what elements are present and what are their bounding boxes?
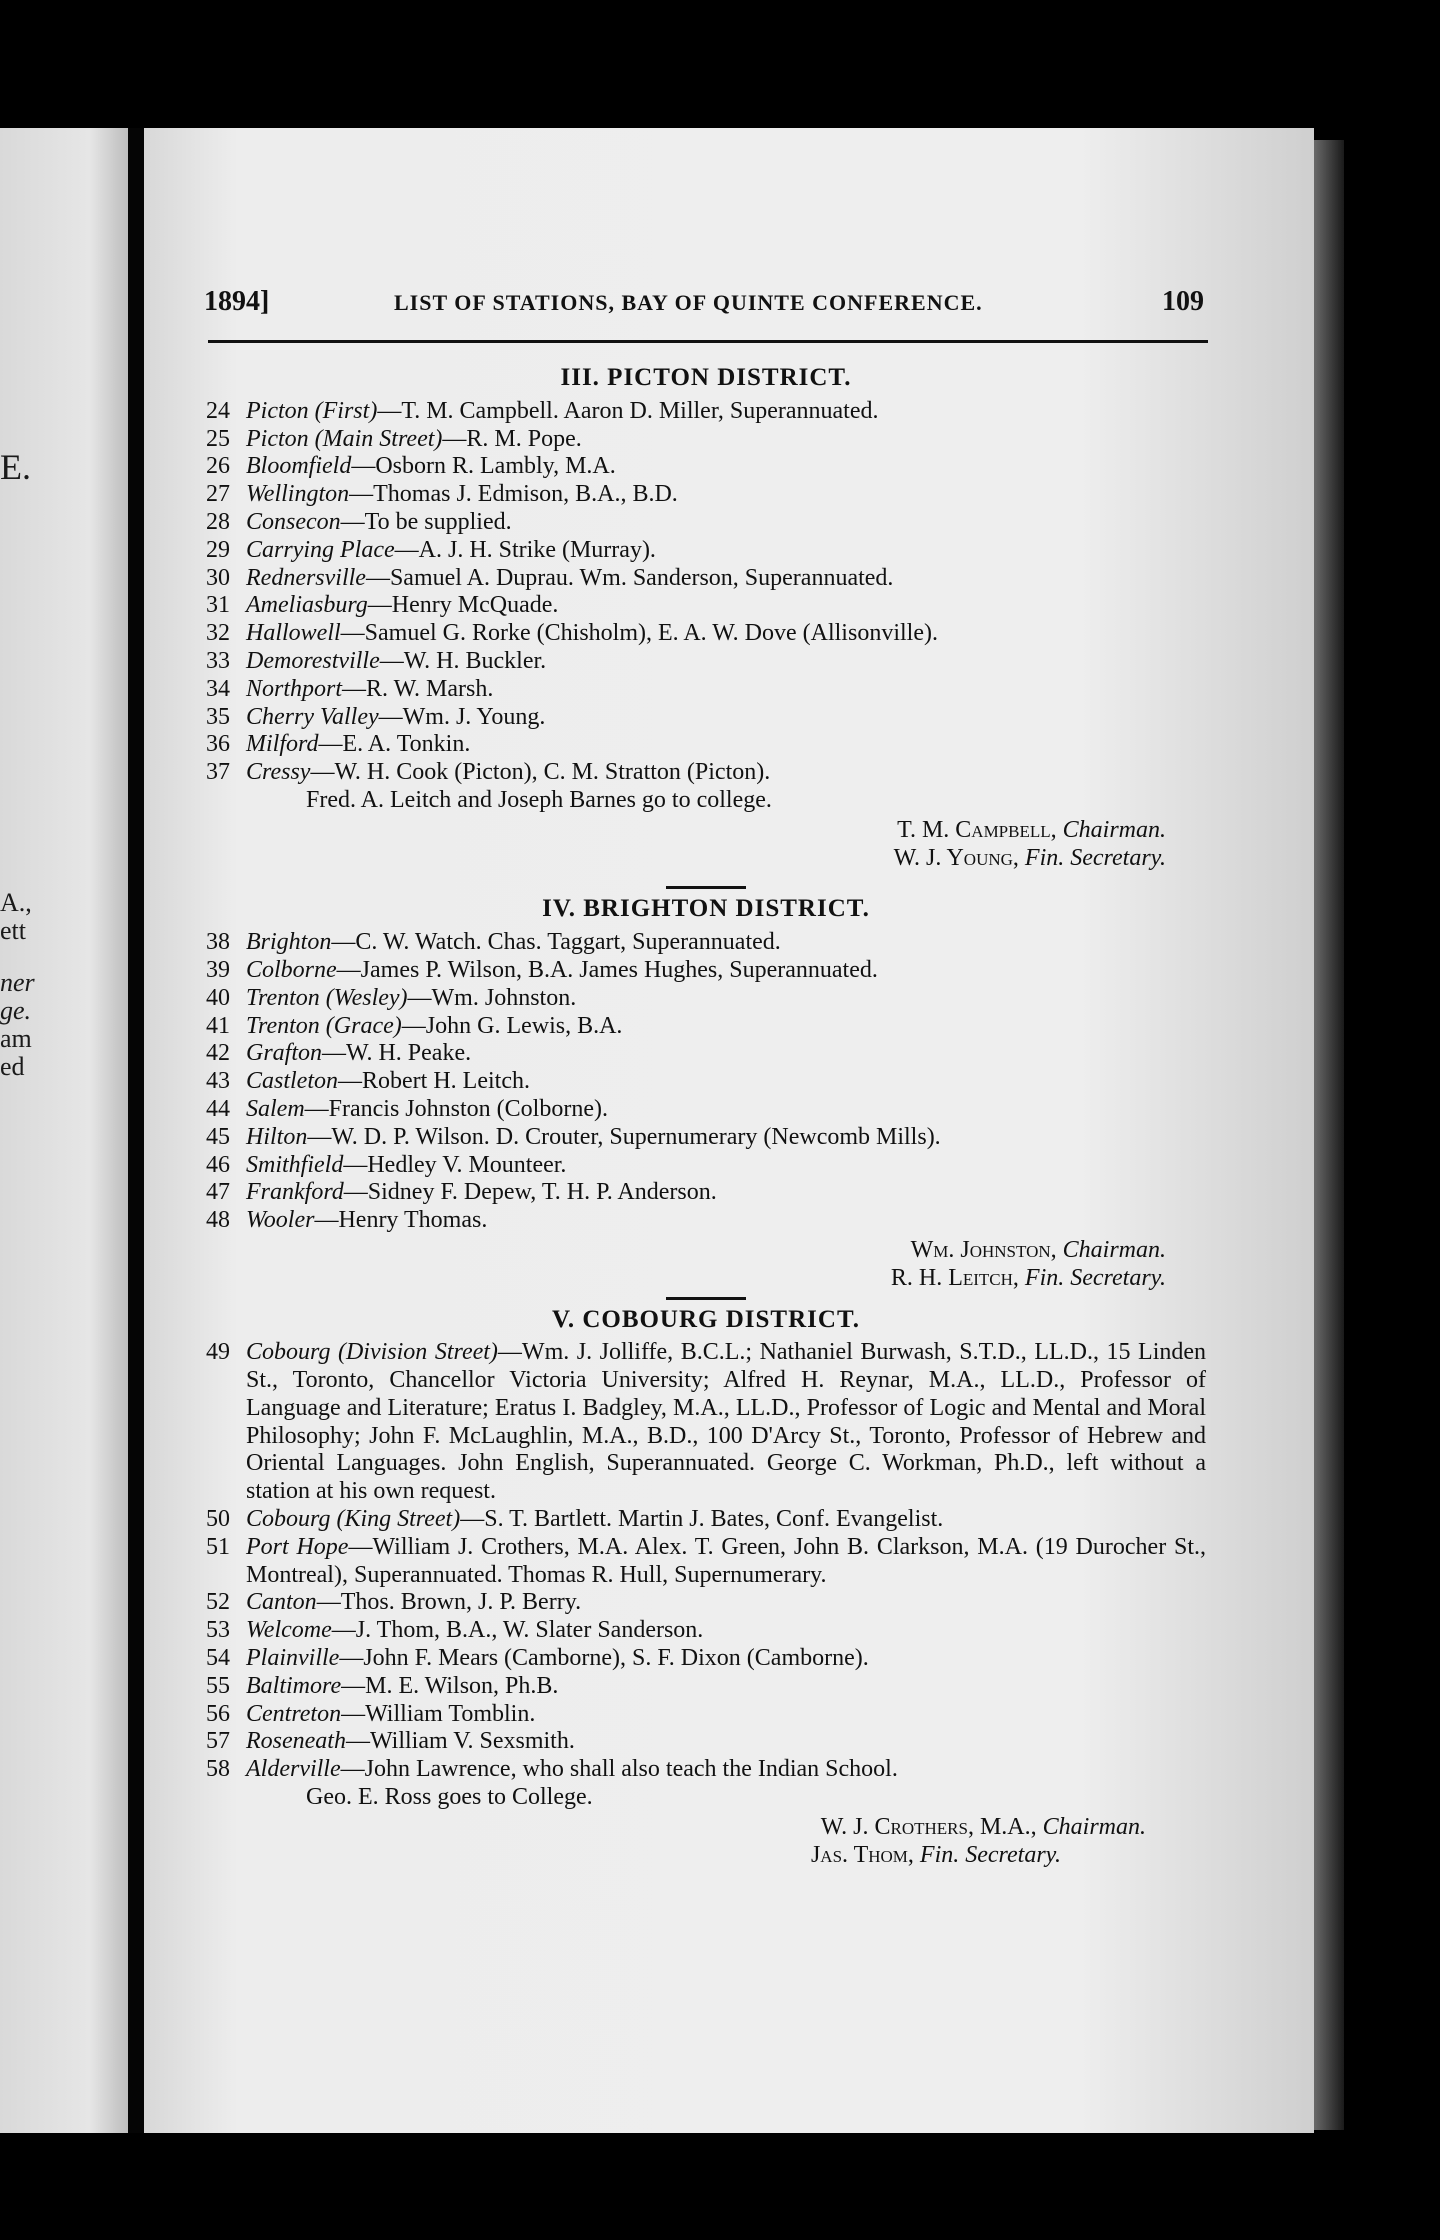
station-place: Plainville bbox=[246, 1645, 340, 1672]
station-ministers: —W. H. Peake. bbox=[322, 1040, 472, 1067]
station-ministers: —William V. Sexsmith. bbox=[345, 1728, 575, 1755]
entry-number: 58 bbox=[206, 1756, 230, 1783]
signatures bbox=[206, 1237, 1206, 1293]
signature-name: R. H. Leitch, bbox=[890, 1264, 1019, 1291]
station-entry bbox=[206, 1728, 1206, 1756]
station-place: Milford bbox=[246, 731, 319, 758]
signatures bbox=[206, 817, 1206, 873]
station-place: Welcome bbox=[246, 1617, 332, 1644]
signature-secretary bbox=[206, 845, 1206, 873]
section-divider bbox=[666, 1297, 746, 1300]
station-place: Colborne bbox=[246, 956, 337, 983]
station-entry bbox=[206, 929, 1206, 957]
station-entry bbox=[206, 565, 1206, 593]
entry-number: 57 bbox=[206, 1728, 230, 1755]
entry-number: 33 bbox=[206, 647, 230, 674]
station-ministers: —Wm. J. Jolliffe, B.C.L.; Nathaniel Burwash, S.T.D., LL.D., 15 Linden St., Toronto, Chancellor Victoria University; Alfred H. Reynar, M.A., LL.D., Professor of Language and Literature; Eratus I. Badgley, M.A., LL.D., Professor of Logic and Mental and Moral Philosophy; John F. McLaughlin, M.A., B.D., 100 D'Arcy St., Toronto, Professor of Hebrew and Oriental Languages. John English, Superannuated. George C. Workman, Ph.D., left without a station at his own request. bbox=[246, 1339, 1207, 1505]
station-entry bbox=[206, 731, 1206, 759]
station-place: Canton bbox=[246, 1589, 317, 1616]
entry-number: 35 bbox=[206, 703, 230, 730]
facing-page-fragment: A., bbox=[0, 888, 32, 917]
station-ministers: —John G. Lewis, B.A. bbox=[401, 1012, 623, 1039]
station-entry bbox=[206, 1645, 1206, 1673]
running-head bbox=[204, 286, 1204, 326]
station-place: Cobourg (King Street) bbox=[246, 1506, 461, 1533]
station-ministers: —W. H. Cook (Picton), C. M. Stratton (Picton). bbox=[310, 759, 771, 786]
station-ministers: —T. M. Campbell. Aaron D. Miller, Superannuated. bbox=[377, 397, 879, 424]
station-ministers: —William Tomblin. bbox=[341, 1700, 536, 1727]
station-place: Hilton bbox=[246, 1123, 308, 1150]
station-place: Frankford bbox=[246, 1179, 344, 1206]
signature-name: W. J. Crothers, M.A., bbox=[820, 1813, 1037, 1840]
station-ministers: —W. H. Buckler. bbox=[379, 647, 547, 674]
signatures bbox=[206, 1814, 1206, 1870]
facing-page-fragment: am bbox=[0, 1024, 32, 1053]
station-entry bbox=[206, 1207, 1206, 1235]
entry-number: 47 bbox=[206, 1179, 230, 1206]
entry-number: 45 bbox=[206, 1123, 230, 1150]
station-ministers: —Samuel G. Rorke (Chisholm), E. A. W. Dove (Allisonville). bbox=[340, 620, 938, 647]
station-ministers: —A. J. H. Strike (Murray). bbox=[394, 536, 656, 563]
signature-chairman bbox=[206, 817, 1206, 845]
entry-number: 43 bbox=[206, 1068, 230, 1095]
entry-number: 40 bbox=[206, 984, 230, 1011]
station-entry bbox=[206, 1534, 1206, 1590]
station-entry bbox=[206, 592, 1206, 620]
signature-secretary bbox=[206, 1842, 1206, 1870]
station-place: Baltimore bbox=[246, 1672, 342, 1699]
station-ministers: —Samuel A. Duprau. Wm. Sanderson, Superannuated. bbox=[365, 564, 894, 591]
entry-number: 51 bbox=[206, 1533, 230, 1560]
station-ministers: —James P. Wilson, B.A. James Hughes, Superannuated. bbox=[336, 956, 878, 983]
entry-number: 37 bbox=[206, 759, 230, 786]
entry-number: 31 bbox=[206, 592, 230, 619]
station-entry bbox=[206, 509, 1206, 537]
station-place: Picton (First) bbox=[246, 397, 378, 424]
entry-number: 36 bbox=[206, 731, 230, 758]
station-ministers: —Robert H. Leitch. bbox=[338, 1068, 530, 1095]
station-entry bbox=[206, 426, 1206, 454]
station-entry bbox=[206, 985, 1206, 1013]
station-entry bbox=[206, 1617, 1206, 1645]
entry-number: 49 bbox=[206, 1339, 230, 1366]
station-place: Demorestville bbox=[246, 647, 380, 674]
station-ministers: —E. A. Tonkin. bbox=[318, 731, 471, 758]
running-head-year: 1894] bbox=[204, 286, 270, 317]
entry-number: 44 bbox=[206, 1095, 230, 1122]
entry-number: 56 bbox=[206, 1700, 230, 1727]
signature-role: Fin. Secretary. bbox=[1024, 1264, 1166, 1291]
facing-page-fragment: ett bbox=[0, 916, 26, 945]
signature-chairman bbox=[206, 1814, 1206, 1842]
station-entry bbox=[206, 1040, 1206, 1068]
entry-number: 41 bbox=[206, 1012, 230, 1039]
entry-number: 50 bbox=[206, 1506, 230, 1533]
station-ministers: —Thos. Brown, J. P. Berry. bbox=[316, 1589, 582, 1616]
station-place: Carrying Place bbox=[246, 536, 395, 563]
district-title-picton: III. PICTON DISTRICT. bbox=[560, 364, 852, 391]
station-ministers: —Hedley V. Mounteer. bbox=[343, 1151, 567, 1178]
entry-number: 53 bbox=[206, 1617, 230, 1644]
station-place: Northport bbox=[246, 675, 343, 702]
signature-role: Fin. Secretary. bbox=[1024, 844, 1166, 871]
section-divider bbox=[666, 886, 746, 889]
entry-number: 42 bbox=[206, 1040, 230, 1067]
station-entry bbox=[206, 1068, 1206, 1096]
station-ministers: —John Lawrence, who shall also teach the Indian School. bbox=[340, 1756, 898, 1783]
station-ministers: —Thomas J. Edmison, B.A., B.D. bbox=[349, 481, 678, 508]
station-entry bbox=[206, 453, 1206, 481]
signature-secretary bbox=[206, 1265, 1206, 1293]
station-entry bbox=[206, 1096, 1206, 1124]
signature-chairman bbox=[206, 1237, 1206, 1265]
district-note: Fred. A. Leitch and Joseph Barnes go to college. bbox=[306, 786, 772, 813]
station-entry bbox=[206, 1339, 1206, 1506]
entry-number: 27 bbox=[206, 481, 230, 508]
station-place: Salem bbox=[246, 1095, 305, 1122]
station-place: Brighton bbox=[246, 929, 332, 956]
station-place: Smithfield bbox=[246, 1151, 344, 1178]
station-place: Cressy bbox=[246, 759, 311, 786]
signature-name: Jas. Thom, bbox=[810, 1841, 914, 1868]
entry-number: 39 bbox=[206, 956, 230, 983]
station-ministers: —Osborn R. Lambly, M.A. bbox=[351, 453, 616, 480]
facing-page-fragment: ner bbox=[0, 968, 35, 997]
entry-number: 48 bbox=[206, 1207, 230, 1234]
station-entry bbox=[206, 537, 1206, 565]
entry-number: 34 bbox=[206, 675, 230, 702]
station-place: Centreton bbox=[246, 1700, 342, 1727]
station-place: Cherry Valley bbox=[246, 703, 379, 730]
station-entry bbox=[206, 1506, 1206, 1534]
station-entry bbox=[206, 1013, 1206, 1041]
entry-number: 24 bbox=[206, 397, 230, 424]
entry-number: 38 bbox=[206, 929, 230, 956]
station-entry bbox=[206, 620, 1206, 648]
entry-number: 28 bbox=[206, 508, 230, 535]
station-ministers: —R. W. Marsh. bbox=[342, 675, 494, 702]
station-place: Roseneath bbox=[246, 1728, 346, 1755]
station-entry bbox=[206, 1701, 1206, 1729]
entry-number: 29 bbox=[206, 536, 230, 563]
station-ministers: —R. M. Pope. bbox=[442, 425, 582, 452]
station-place: Wellington bbox=[246, 481, 350, 508]
signature-role: Chairman. bbox=[1042, 1813, 1146, 1840]
station-entry bbox=[206, 1179, 1206, 1207]
district-title-brighton: IV. BRIGHTON DISTRICT. bbox=[542, 895, 870, 923]
station-entry bbox=[206, 481, 1206, 509]
station-place: Castleton bbox=[246, 1068, 339, 1095]
station-place: Cobourg (Division Street) bbox=[246, 1339, 498, 1366]
entry-number: 30 bbox=[206, 564, 230, 591]
signature-role: Chairman. bbox=[1062, 816, 1166, 843]
station-ministers: —C. W. Watch. Chas. Taggart, Superannuated. bbox=[331, 929, 781, 956]
station-place: Consecon bbox=[246, 508, 341, 535]
station-entry bbox=[206, 1756, 1206, 1784]
signature-role: Chairman. bbox=[1062, 1236, 1166, 1263]
station-ministers: —John F. Mears (Camborne), S. F. Dixon (Camborne). bbox=[339, 1645, 869, 1672]
entry-number: 26 bbox=[206, 453, 230, 480]
entry-number: 32 bbox=[206, 620, 230, 647]
header-rule bbox=[208, 340, 1208, 343]
signature-name: W. J. Young, bbox=[893, 844, 1019, 871]
station-ministers: —W. D. P. Wilson. D. Crouter, Supernumerary (Newcomb Mills). bbox=[307, 1123, 941, 1150]
station-ministers: —Francis Johnston (Colborne). bbox=[304, 1095, 608, 1122]
station-place: Hallowell bbox=[246, 620, 341, 647]
station-ministers: —Henry McQuade. bbox=[367, 592, 559, 619]
entry-number: 52 bbox=[206, 1589, 230, 1616]
book-spine bbox=[128, 128, 144, 2133]
station-entry bbox=[206, 648, 1206, 676]
station-ministers: —S. T. Bartlett. Martin J. Bates, Conf. Evangelist. bbox=[460, 1506, 944, 1533]
station-place: Alderville bbox=[246, 1756, 341, 1783]
facing-page-edge bbox=[0, 128, 128, 2133]
station-entry bbox=[206, 1124, 1206, 1152]
stations-list bbox=[206, 358, 1206, 1869]
entry-number: 46 bbox=[206, 1151, 230, 1178]
signature-role: Fin. Secretary. bbox=[919, 1841, 1061, 1868]
book-page bbox=[144, 128, 1314, 2133]
station-place: Ameliasburg bbox=[246, 592, 368, 619]
district-note: Geo. E. Ross goes to College. bbox=[306, 1784, 593, 1811]
facing-page-fragment: ge. bbox=[0, 996, 32, 1025]
station-ministers: —Henry Thomas. bbox=[314, 1207, 488, 1234]
station-place: Port Hope bbox=[246, 1533, 349, 1560]
station-place: Trenton (Grace) bbox=[246, 1012, 402, 1039]
station-place: Rednersville bbox=[246, 564, 366, 591]
station-ministers: —Wm. Johnston. bbox=[407, 984, 577, 1011]
station-entry bbox=[206, 759, 1206, 787]
station-entry bbox=[206, 676, 1206, 704]
station-entry bbox=[206, 704, 1206, 732]
station-ministers: —M. E. Wilson, Ph.B. bbox=[341, 1672, 559, 1699]
entry-number: 54 bbox=[206, 1645, 230, 1672]
station-entry bbox=[206, 957, 1206, 985]
station-ministers: —J. Thom, B.A., W. Slater Sanderson. bbox=[331, 1617, 704, 1644]
page-number: 109 bbox=[1162, 286, 1204, 317]
station-entry bbox=[206, 1152, 1206, 1180]
station-ministers: —Wm. J. Young. bbox=[378, 703, 546, 730]
entry-number: 55 bbox=[206, 1672, 230, 1699]
facing-page-fragment: E. bbox=[0, 447, 31, 487]
station-entry bbox=[206, 1673, 1206, 1701]
station-ministers: —Sidney F. Depew, T. H. P. Anderson. bbox=[343, 1179, 717, 1206]
station-entry bbox=[206, 398, 1206, 426]
facing-page-fragment: ed bbox=[0, 1052, 25, 1081]
running-head-title: LIST OF STATIONS, BAY OF QUINTE CONFERENCE. bbox=[394, 290, 983, 315]
station-place: Wooler bbox=[246, 1207, 315, 1234]
station-ministers: —To be supplied. bbox=[340, 508, 512, 535]
station-place: Bloomfield bbox=[246, 453, 352, 480]
station-place: Grafton bbox=[246, 1040, 323, 1067]
station-place: Picton (Main Street) bbox=[246, 425, 443, 452]
entry-number: 25 bbox=[206, 425, 230, 452]
signature-name: Wm. Johnston, bbox=[910, 1236, 1057, 1263]
station-entry bbox=[206, 1589, 1206, 1617]
station-ministers: —William J. Crothers, M.A. Alex. T. Green, John B. Clarkson, M.A. (19 Durocher St., Montreal), Superannuated. Thomas R. Hull, Supernumerary. bbox=[246, 1533, 1207, 1588]
district-title-cobourg: V. COBOURG DISTRICT. bbox=[551, 1305, 861, 1333]
signature-name: T. M. Campbell, bbox=[897, 816, 1057, 843]
station-place: Trenton (Wesley) bbox=[246, 984, 408, 1011]
page-edge-shadow bbox=[1314, 140, 1344, 2130]
